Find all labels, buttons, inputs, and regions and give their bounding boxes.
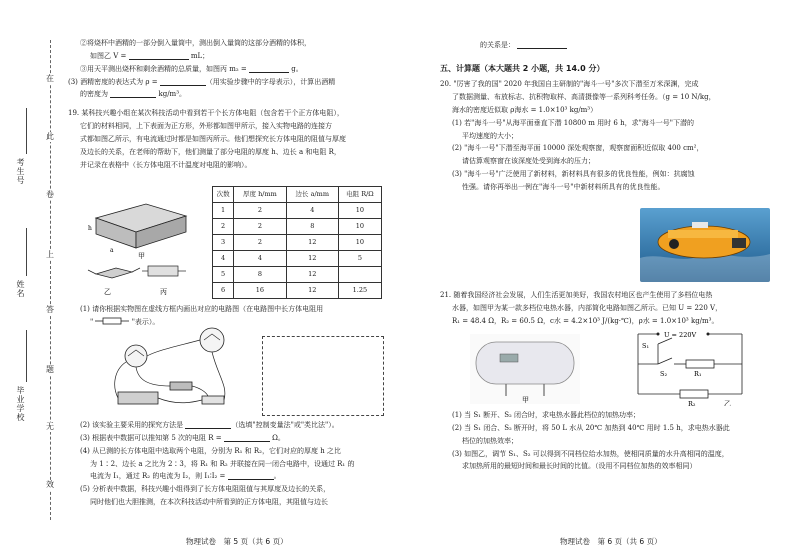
answer-blank[interactable] bbox=[110, 90, 156, 98]
answer-blank[interactable] bbox=[129, 52, 189, 60]
q21-parts: (1) 当 S₁ 断开、S₂ 闭合时，求电热水器此档位的加热功率； (2) 当 S₁ 闭合、S₂ 断开时，将 50 L 水从 20℃ 加热到 40℃ 用时 1.5 h，求电热水器此 档位的加热效率； (3) 如图乙，调节 S₁、S₂ 可以得到不同档位给水加热，使相同质量的水升高相同的温度， 求加热所用的最短时间和最长时间的比值。（设用不同档位加热的效率相同） bbox=[440, 410, 778, 474]
page-6-footer: 物理试卷 第 6 页（共 6 页） bbox=[560, 537, 662, 546]
current-figure-bing bbox=[142, 266, 186, 296]
table-header: 电阻 R/Ω bbox=[338, 187, 381, 203]
school-label: 毕业学校 bbox=[16, 386, 25, 422]
section-five-heading: 五、计算题（本大题共 2 小题，共 14.0 分） bbox=[440, 63, 605, 73]
water-heater-photo bbox=[470, 334, 580, 404]
q20-intro-1: 20. "厉害了我的国" 2020 年我国自主研制的"海斗一号"多次下潜至万米深渊，完成 bbox=[440, 80, 699, 89]
q18-step2-answer: 如图乙 V = mL； bbox=[90, 51, 210, 60]
submersible-photo bbox=[640, 208, 770, 282]
battery-icon bbox=[118, 392, 158, 404]
q18-step3: ③用天平测出烧杯和剩余酒精的总质量，如图丙 m₂ = g。 bbox=[80, 64, 303, 73]
answer-cell[interactable] bbox=[338, 267, 381, 283]
q18-part3: (3) 酒精密度的表达式为 ρ = （用实验步骤中的字母表示），计算出酒精 bbox=[68, 77, 336, 86]
exam-no-field[interactable] bbox=[26, 108, 27, 154]
q21-part1: (1) 当 S₁ 断开、S₂ 闭合时，求电热水器此档位的加热功率； bbox=[452, 411, 641, 419]
answer-blank[interactable] bbox=[249, 65, 289, 73]
q21-intro-1: 21. 随着我国经济社会发展，人们生活更加美好，我国农村地区也产生使用了多档位电热 bbox=[440, 291, 713, 299]
ammeter-icon bbox=[200, 328, 224, 352]
q19-circuit-photo bbox=[108, 326, 248, 416]
binding-strip bbox=[0, 0, 60, 560]
answer-blank[interactable] bbox=[228, 472, 274, 480]
switch-icon bbox=[202, 396, 224, 404]
seal-char: 答 bbox=[43, 305, 57, 315]
q20-intro-2: 了数据测量、布放标志、抗积物取样、高清摄像等一系列科考任务。（g = 10 N/kg， bbox=[452, 93, 716, 102]
circuit-drawing-box[interactable] bbox=[262, 336, 384, 416]
seal-dashed-line bbox=[50, 40, 51, 520]
answer-blank[interactable] bbox=[517, 41, 567, 49]
fig-label-bing: 丙 bbox=[160, 288, 167, 296]
table-header: 厚度 h/mm bbox=[234, 187, 287, 203]
voltage-label: U = 220V bbox=[664, 331, 697, 339]
resistor-symbol-icon bbox=[95, 317, 129, 325]
table-row: 1 2 4 10 bbox=[213, 203, 382, 219]
seal-char: 无 bbox=[43, 422, 57, 432]
table-row: 3 2 12 10 bbox=[213, 235, 382, 251]
s2-label: S₂ bbox=[660, 370, 668, 378]
seal-char: 此 bbox=[43, 132, 57, 142]
seal-char: 卷 bbox=[43, 190, 57, 200]
table-row: 2 2 8 10 bbox=[213, 219, 382, 235]
q20-part3: (3) "海斗一号"广泛使用了新材料，新材料具有很多的优良性能，例如：抗腐蚀 bbox=[452, 170, 695, 179]
q19-data-table bbox=[212, 186, 382, 299]
page-5-footer: 物理试卷 第 5 页（共 6 页） bbox=[186, 537, 288, 546]
r1-resistor-icon bbox=[686, 360, 714, 368]
q21-intro-3: R₁ = 48.4 Ω，R₂ = 60.5 Ω，c水 = 4.2×10³ J/(kg·℃)，ρ水 = 1.0×10³ kg/m³。 bbox=[452, 316, 719, 325]
q18-step2: ②将烧杯中酒精的一部分倒入量筒中，测出倒入量筒的这部分酒精的体积， bbox=[80, 39, 311, 47]
q19-intro-2: 它们的材料相同，上下表面为正方形，外形都如图甲所示，接入实物电路的连接方 bbox=[80, 122, 332, 131]
seal-char: 效 bbox=[43, 480, 57, 490]
seal-char: 上 bbox=[43, 250, 57, 260]
table-row: 4 4 12 5 bbox=[213, 251, 382, 267]
svg-text:a: a bbox=[110, 247, 114, 254]
exam-no-label: 考生号 bbox=[16, 158, 25, 185]
q18-part3b: 的密度为 kg/m³。 bbox=[80, 90, 186, 99]
table-header-row bbox=[213, 187, 382, 203]
table-row: 5 8 12 bbox=[213, 267, 382, 283]
svg-text:h: h bbox=[88, 225, 92, 232]
resistor-block-figure bbox=[88, 204, 186, 260]
name-label: 姓名 bbox=[16, 280, 25, 298]
q21-part3: (3) 如图乙，调节 S₁、S₂ 可以得到不同档位给水加热，使相同质量的水升高相同的温度， bbox=[452, 449, 729, 458]
table-header: 边长 a/mm bbox=[286, 187, 338, 203]
page-6: 的关系是： 五、计算题（本大题共 2 小题，共 14.0 分） 20. "厉害了我的国" 2020 年我国自主研制的"海斗一号"多次下潜至万米深渊，完成 了数据测量、布放标志、抗积物取样、高清摄像等一系列科考任务。（g = 10 N/kg， 海水的密度近似取 ρ海水 = 1.0×10³ kg/m³） (1) 若"海斗一号"从海平面垂直下潜 10800 m 用时 6 h，求"海斗一号"下潜的 平均速度的大小； (2) "海斗一号"下潜至海平面 10000 深处观察窗，观察窗面积近似取 400 cm²， 请估算观察窗在该深度处受到海水的压力； (3) "海斗一号"广泛使用了新材料，新材料具有很多的优良性能，例如：抗腐蚀 性强。请你再举出一例在"海斗一号"中新材料所具有的优良性能。 bbox=[440, 40, 778, 195]
resistor-block-icon bbox=[170, 382, 192, 390]
answer-blank[interactable] bbox=[224, 434, 270, 442]
answer-blank[interactable] bbox=[160, 78, 206, 86]
name-field[interactable] bbox=[26, 228, 27, 276]
q19-intro-5: 并记录在表格中（长方体电阻不计温度对电阻的影响）。 bbox=[80, 160, 252, 169]
s2-switch-icon bbox=[658, 358, 672, 364]
q19-intro-4: 及边长的关系，在老师的帮助下，他们测量了部分电阻的厚度 h、边长 a 和电阻 R， bbox=[80, 147, 341, 156]
table-header: 次数 bbox=[213, 187, 234, 203]
q19-parts-2-5: (2) 该实验主要采用的探究方法是 （选填"控制变量法"或"类比法"）。 (3) 根据表中数据可以推知第 5 次的电阻 R = Ω。 (4) 从已测的长方体电阻中选取两个电阻，分别为 R₁ 和 R₂，它们对应的厚度 h 之比 为 1∶2、边长 a 之比为 2∶3，将 R₁ 和 R₂ 并联接在同一闭合电路中，设通过 R₁ 的 电流为 I₁，通过 R₂ 的电流为 I₂，则 I₁∶I₂ = 。 (5) 分析表中数据，科技兴趣小组得到了长方体电阻阻值与其厚度及边长的关系， 同时他们也大胆推测，在本次科技活动中所看到的正方体电阻，其阻值与边长 bbox=[80, 421, 355, 507]
r1-label: R₁ bbox=[694, 370, 702, 378]
fig-label-yi: 乙 bbox=[104, 288, 111, 296]
s1-label: S₁ bbox=[642, 342, 650, 350]
fig-label-jia: 甲 bbox=[522, 396, 529, 404]
r2-label: R₂ bbox=[688, 400, 696, 406]
fig-label-jia: 甲 bbox=[138, 252, 145, 260]
seal-char: 题 bbox=[43, 365, 57, 375]
q21-intro-2: 水器，如图甲为某一款多档位电热水器，内部简化电路如图乙所示。已知 U = 220 V， bbox=[452, 303, 723, 312]
table-row: 6 16 12 1.25 bbox=[213, 283, 382, 299]
heater-circuit-diagram bbox=[628, 326, 758, 406]
seal-char: 在 bbox=[43, 74, 57, 84]
q20-part1: (1) 若"海斗一号"从海平面垂直下潜 10800 m 用时 6 h，求"海斗一号"下潜的 bbox=[452, 118, 695, 127]
q20-intro-3: 海水的密度近似取 ρ海水 = 1.0×10³ kg/m³） bbox=[452, 105, 598, 114]
page-5 bbox=[68, 38, 408, 172]
q19-intro-1: 19. 某科技兴趣小组在某次科技活动中看到若干个长方体电阻（包含若干个正方体电阻）， bbox=[68, 109, 344, 118]
r2-resistor-icon bbox=[680, 390, 708, 398]
q19-figure bbox=[82, 190, 202, 300]
q19-part1: (1) 请你根据实物图在虚线方框内画出对应的电路图（在电路图中长方体电阻用 " "表示）。 bbox=[80, 305, 324, 326]
q19-part5-tail: 的关系是： bbox=[480, 41, 515, 49]
answer-blank[interactable] bbox=[185, 421, 231, 429]
q21-part2: (2) 当 S₁ 闭合、S₂ 断开时，将 50 L 水从 20℃ 加热到 40℃ 用时 1.5 h，求电热水器此 bbox=[452, 423, 730, 432]
fig-label-yi: 乙 bbox=[724, 400, 731, 406]
q21-block bbox=[440, 290, 778, 329]
q19-intro-3: 式都如图乙所示，有电流通过时都是如图丙所示。他们想探究长方体电阻的阻值与厚度 bbox=[80, 134, 346, 143]
q20-part2: (2) "海斗一号"下潜至海平面 10000 深处观察窗，观察窗面积近似取 400 cm²， bbox=[452, 144, 704, 153]
school-field[interactable] bbox=[26, 330, 27, 382]
connection-figure-yi bbox=[88, 268, 140, 296]
